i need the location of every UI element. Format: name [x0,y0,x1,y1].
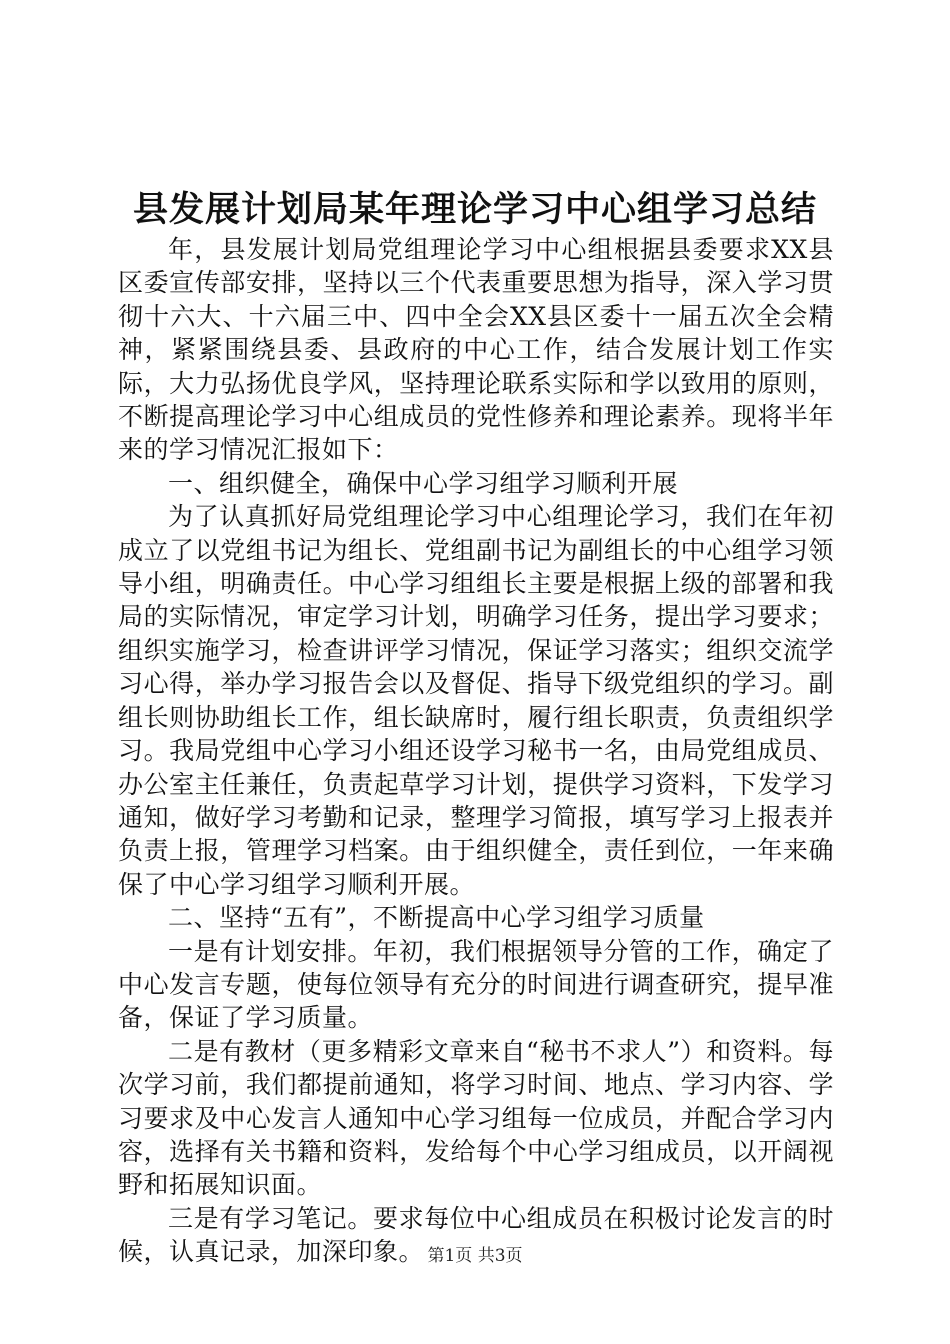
section-heading-1: 一、组织健全，确保中心学习组学习顺利开展 [168,468,679,498]
section-heading-2: 二、坚持“五有”，不断提高中心学习组学习质量 [168,903,705,933]
paragraph-plan: 一是有计划安排。年初，我们根据领导分管的工作，确定了中心发言专题，使每位领导有充分的时间进行调查研究，提早准备，保证了学习质量。 [118,936,834,1033]
paragraph-organization: 为了认真抓好局党组理论学习中心组理论学习，我们在年初成立了以党组书记为组长、党组副书记为副组长的中心组学习领导小组，明确责任。中心学习组组长主要是根据上级的部署和我局的实际情况，审定学习计划，明确学习任务，提出学习要求；组织实施学习，检查讲评学习情况，保证学习落实；组织交流学习心得，举办学习报告会以及督促、指导下级党组织的学习。副组长则协助组长工作，组长缺席时，履行组长职责，负责组织学习。我局党组中心学习小组还设学习秘书一名，由局党组成员、办公室主任兼任，负责起草学习计划，提供学习资料，下发学习通知，做好学习考勤和记录，整理学习简报，填写学习上报表并负责上报，管理学习档案。由于组织健全，责任到位，一年来确保了中心学习组学习顺利开展。 [118,502,834,899]
document-title: 县发展计划局某年理论学习中心组学习总结 [132,190,817,230]
paragraph-intro: 年，县发展计划局党组理论学习中心组根据县委要求XX县区委宣传部安排，坚持以三个代表重要思想为指导，深入学习贯彻十六大、十六届三中、四中全会XX县区委十一届五次全会精神，紧紧围绕县委、县政府的中心工作，结合发展计划工作实际，大力弘扬优良学风，坚持理论联系实际和学以致用的原则，不断提高理论学习中心组成员的党性修养和理论素养。现将半年来的学习情况汇报如下： [118,235,834,465]
paragraph-notes: 三是有学习笔记。要求每位中心组成员在积极讨论发言的时候，认真记录，加深印象。 [118,1203,834,1267]
page-footer: 第1页 共3页 [427,1246,523,1266]
paragraph-materials: 二是有教材（更多精彩文章来自“秘书不求人”）和资料。每次学习前，我们都提前通知，将学习时间、地点、学习内容、学习要求及中心发言人通知中心学习组每一位成员，并配合学习内容，选择有关书籍和资料，发给每个中心学习组成员，以开阔视野和拓展知识面。 [118,1036,834,1200]
document-body [118,233,834,1269]
